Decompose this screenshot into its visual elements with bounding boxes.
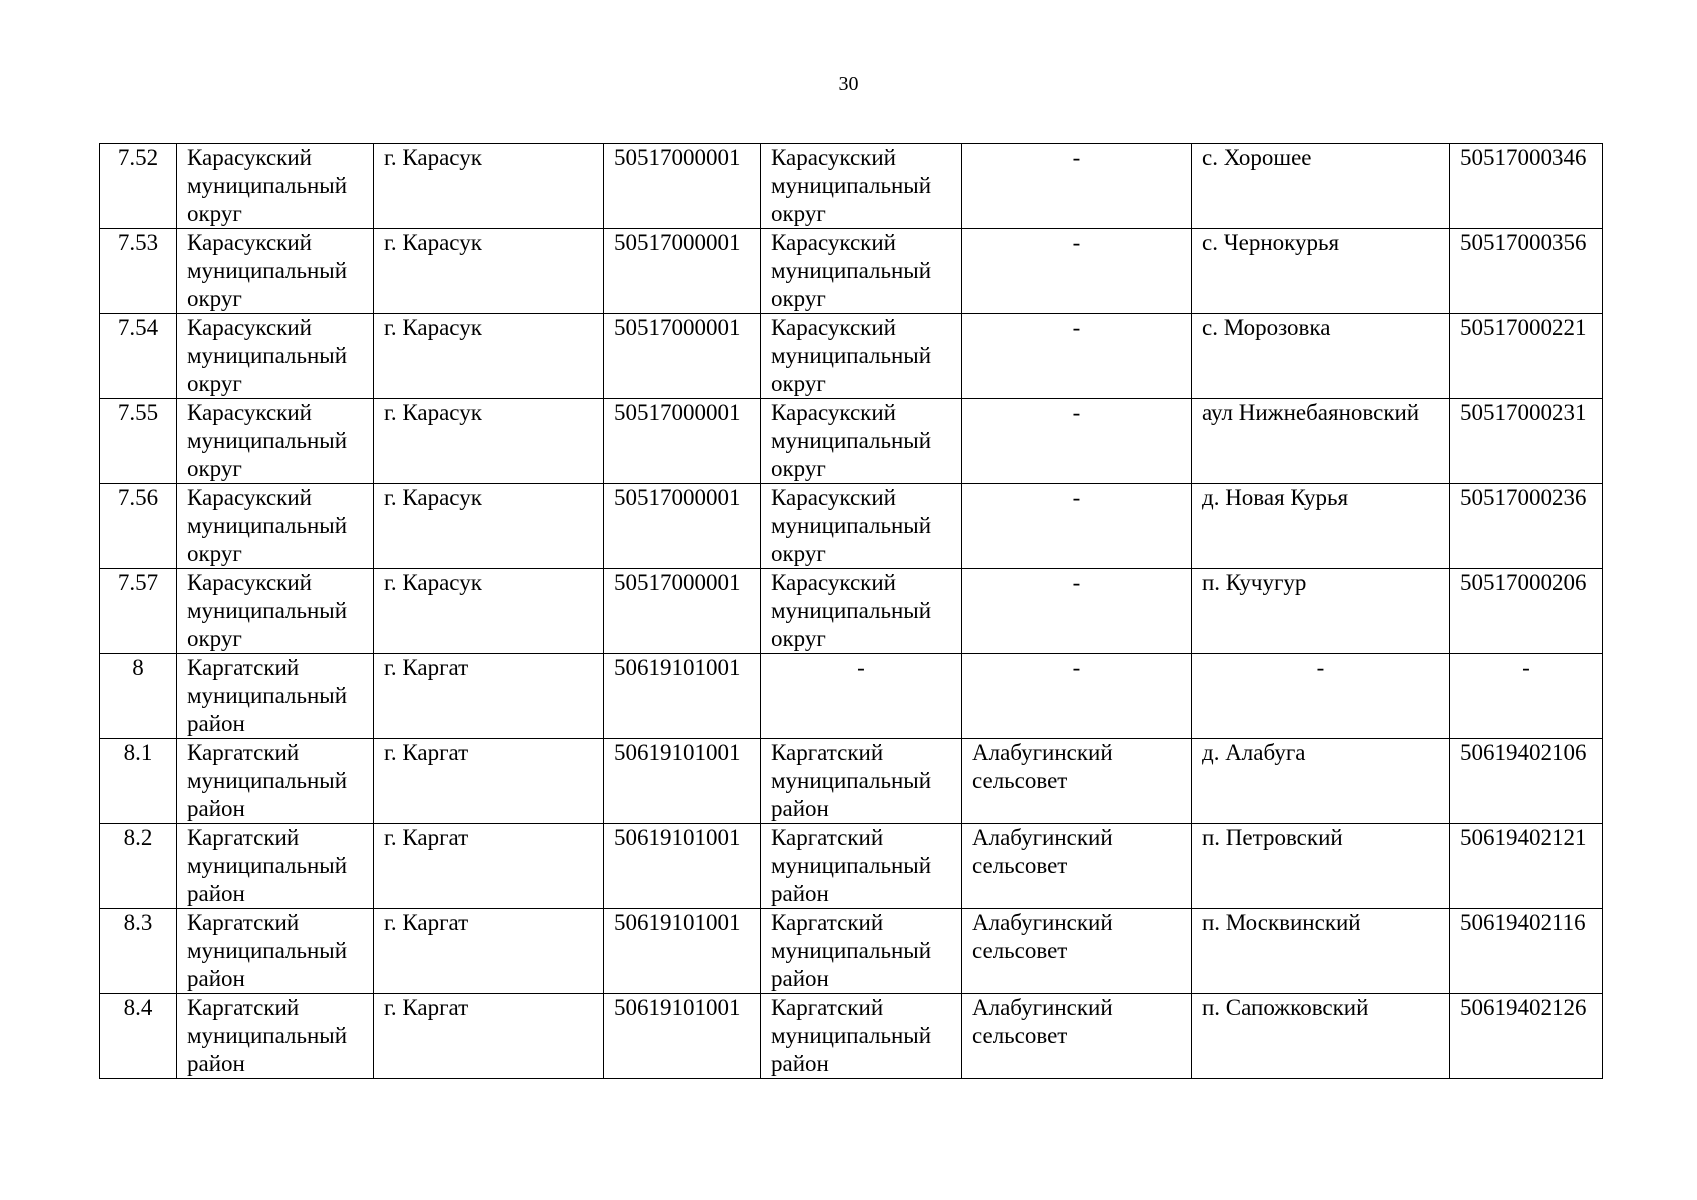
table-row [100, 569, 1603, 654]
cell-settlement: - [962, 144, 1192, 229]
cell-district: Карасукский муниципальный округ [177, 569, 374, 654]
cell-locality: п. Москвинский [1192, 909, 1450, 994]
cell-number: 8.4 [100, 994, 177, 1079]
cell-admin-center-code: 50619101001 [604, 994, 761, 1079]
cell-locality-code: 50517000221 [1450, 314, 1603, 399]
cell-locality: с. Морозовка [1192, 314, 1450, 399]
cell-district: Карасукский муниципальный округ [177, 399, 374, 484]
cell-settlement: Алабугинский сельсовет [962, 994, 1192, 1079]
cell-admin-center-code: 50517000001 [604, 144, 761, 229]
cell-settlement: - [962, 569, 1192, 654]
cell-municipality: - [761, 654, 962, 739]
cell-locality-code: 50619402126 [1450, 994, 1603, 1079]
cell-municipality: Каргатский муниципальный район [761, 994, 962, 1079]
table-row [100, 909, 1603, 994]
cell-admin-center: г. Карасук [374, 484, 604, 569]
cell-settlement: - [962, 399, 1192, 484]
settlements-table [99, 143, 1603, 1079]
cell-number: 8 [100, 654, 177, 739]
cell-locality-code: 50517000206 [1450, 569, 1603, 654]
cell-locality: п. Петровский [1192, 824, 1450, 909]
cell-settlement: Алабугинский сельсовет [962, 739, 1192, 824]
cell-settlement: - [962, 654, 1192, 739]
cell-admin-center-code: 50619101001 [604, 654, 761, 739]
cell-district: Каргатский муниципальный район [177, 739, 374, 824]
cell-district: Каргатский муниципальный район [177, 994, 374, 1079]
cell-settlement: Алабугинский сельсовет [962, 824, 1192, 909]
cell-admin-center: г. Карасук [374, 569, 604, 654]
cell-number: 7.54 [100, 314, 177, 399]
cell-admin-center: г. Карасук [374, 144, 604, 229]
cell-locality-code: 50517000356 [1450, 229, 1603, 314]
cell-admin-center-code: 50517000001 [604, 314, 761, 399]
table-body [100, 144, 1603, 1079]
cell-municipality: Карасукский муниципальный округ [761, 229, 962, 314]
cell-number: 7.53 [100, 229, 177, 314]
table-row [100, 484, 1603, 569]
cell-locality-code: 50619402106 [1450, 739, 1603, 824]
table-row [100, 399, 1603, 484]
cell-municipality: Карасукский муниципальный округ [761, 399, 962, 484]
cell-locality: п. Сапожковский [1192, 994, 1450, 1079]
table-row [100, 824, 1603, 909]
cell-district: Карасукский муниципальный округ [177, 484, 374, 569]
cell-settlement: - [962, 484, 1192, 569]
cell-number: 7.52 [100, 144, 177, 229]
cell-locality: - [1192, 654, 1450, 739]
cell-locality: с. Чернокурья [1192, 229, 1450, 314]
table-row [100, 994, 1603, 1079]
cell-locality: п. Кучугур [1192, 569, 1450, 654]
page-number: 30 [838, 73, 859, 95]
table-row [100, 654, 1603, 739]
cell-settlement: - [962, 314, 1192, 399]
cell-settlement: - [962, 229, 1192, 314]
cell-number: 8.2 [100, 824, 177, 909]
cell-municipality: Карасукский муниципальный округ [761, 144, 962, 229]
cell-number: 8.1 [100, 739, 177, 824]
cell-admin-center-code: 50619101001 [604, 739, 761, 824]
cell-locality-code: 50517000236 [1450, 484, 1603, 569]
cell-municipality: Карасукский муниципальный округ [761, 484, 962, 569]
table-row [100, 314, 1603, 399]
cell-admin-center: г. Карасук [374, 314, 604, 399]
cell-admin-center-code: 50517000001 [604, 484, 761, 569]
cell-municipality: Каргатский муниципальный район [761, 909, 962, 994]
cell-locality-code: 50619402121 [1450, 824, 1603, 909]
cell-admin-center: г. Каргат [374, 739, 604, 824]
cell-district: Каргатский муниципальный район [177, 824, 374, 909]
cell-number: 7.55 [100, 399, 177, 484]
cell-municipality: Карасукский муниципальный округ [761, 569, 962, 654]
cell-admin-center-code: 50517000001 [604, 399, 761, 484]
table-row [100, 144, 1603, 229]
cell-locality-code: 50619402116 [1450, 909, 1603, 994]
cell-locality-code: 50517000231 [1450, 399, 1603, 484]
cell-district: Каргатский муниципальный район [177, 909, 374, 994]
cell-admin-center: г. Каргат [374, 824, 604, 909]
cell-admin-center: г. Каргат [374, 994, 604, 1079]
cell-locality: аул Нижнебаяновский [1192, 399, 1450, 484]
cell-district: Карасукский муниципальный округ [177, 314, 374, 399]
cell-locality-code: 50517000346 [1450, 144, 1603, 229]
cell-admin-center-code: 50517000001 [604, 569, 761, 654]
cell-admin-center: г. Карасук [374, 399, 604, 484]
cell-district: Карасукский муниципальный округ [177, 229, 374, 314]
cell-admin-center: г. Каргат [374, 654, 604, 739]
cell-locality: д. Алабуга [1192, 739, 1450, 824]
cell-admin-center-code: 50619101001 [604, 909, 761, 994]
cell-admin-center-code: 50619101001 [604, 824, 761, 909]
cell-municipality: Карасукский муниципальный округ [761, 314, 962, 399]
cell-admin-center: г. Карасук [374, 229, 604, 314]
cell-municipality: Каргатский муниципальный район [761, 739, 962, 824]
cell-admin-center-code: 50517000001 [604, 229, 761, 314]
table-row [100, 229, 1603, 314]
cell-locality-code: - [1450, 654, 1603, 739]
cell-locality: с. Хорошее [1192, 144, 1450, 229]
cell-locality: д. Новая Курья [1192, 484, 1450, 569]
cell-number: 7.57 [100, 569, 177, 654]
cell-number: 7.56 [100, 484, 177, 569]
cell-admin-center: г. Каргат [374, 909, 604, 994]
cell-municipality: Каргатский муниципальный район [761, 824, 962, 909]
cell-settlement: Алабугинский сельсовет [962, 909, 1192, 994]
cell-district: Каргатский муниципальный район [177, 654, 374, 739]
table-row [100, 739, 1603, 824]
cell-district: Карасукский муниципальный округ [177, 144, 374, 229]
cell-number: 8.3 [100, 909, 177, 994]
